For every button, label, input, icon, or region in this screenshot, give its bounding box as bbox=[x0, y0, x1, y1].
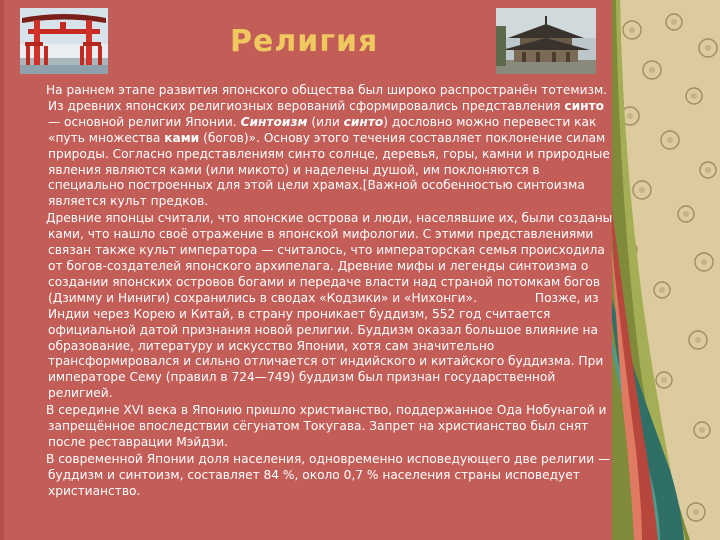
paragraph-1-part-4: ) дословно можно перевести как «путь множества bbox=[48, 114, 597, 145]
paragraph-3: В середине XVI века в Японию пришло христианство, поддержанное Ода Нобунагой и запрещённое впоследствии сёгунатом Токугава. Запрет на христианство был снят после реставрации Мэйдзи. bbox=[46, 403, 607, 449]
paragraph-1-part-3: (или bbox=[307, 114, 344, 129]
torii-gate-image bbox=[20, 8, 108, 74]
decorative-panel bbox=[612, 0, 720, 540]
paragraph-1 bbox=[48, 83, 614, 210]
slide-title: Религия bbox=[230, 24, 379, 59]
paragraph-1-part-1: На раннем этапе развития японского общества был широко распространён тотемизм. Из древних японских религиозных верований сформировались представления bbox=[46, 83, 608, 113]
paragraph-1-part-2: — основной религии Японии. bbox=[48, 114, 241, 129]
term-shinto-alt: синто bbox=[343, 114, 384, 129]
floral-pattern-icon bbox=[612, 0, 720, 540]
term-shinto: синто bbox=[564, 98, 605, 113]
term-kami: ками bbox=[164, 130, 200, 145]
slide-body bbox=[48, 83, 614, 500]
paragraph-2: Древние японцы считали, что японские острова и люди, населявшие их, были созданы ками, что нашло своё отражение в японской мифологии. С этими представлениями связан также культ императора — считалось, что императорская семья происходила от богов-создателей японского архипелага. Древние мифы и легенды синтоизма о создании японских островов богами и передаче власти над страной потомкам богов (Дзимму и Ниниги) сохранились в сводах «Кодзики» и «Нихонги». Позже, из Индии через Корею и Китай, в страну проникает буддизм, 552 год считается официальной датой признания новой религии. Буддизм оказал большое влияние на образование, литературу и искусство Японии, хотя сам значительно трансформировался и сильно отличается от индийского и китайского буддизма. При императоре Сему (правил в 724—749) буддизм был признан государственной религией. bbox=[46, 211, 613, 401]
term-shintoism: Синтоизм bbox=[240, 114, 308, 129]
paragraph-4: В современной Японии доля населения, одновременно исповедующего две религии — буддизм и синтоизм, составляет 84 %, около 0,7 % населения страны исповедует христианство. bbox=[46, 451, 611, 498]
paragraph-1-part-5: (богов)». Основу этого течения составляет поклонение силам природы. Согласно представлениям синто солнце, деревья, горы, камни и природные явления являются ками (или микото) и наделены душой, им поклоняются в специально построенных для этой цели храмах.[Важной особенностью синтоизма является культ предков. bbox=[48, 130, 610, 209]
left-border-strip bbox=[0, 0, 4, 540]
pagoda-temple-image bbox=[496, 8, 596, 74]
